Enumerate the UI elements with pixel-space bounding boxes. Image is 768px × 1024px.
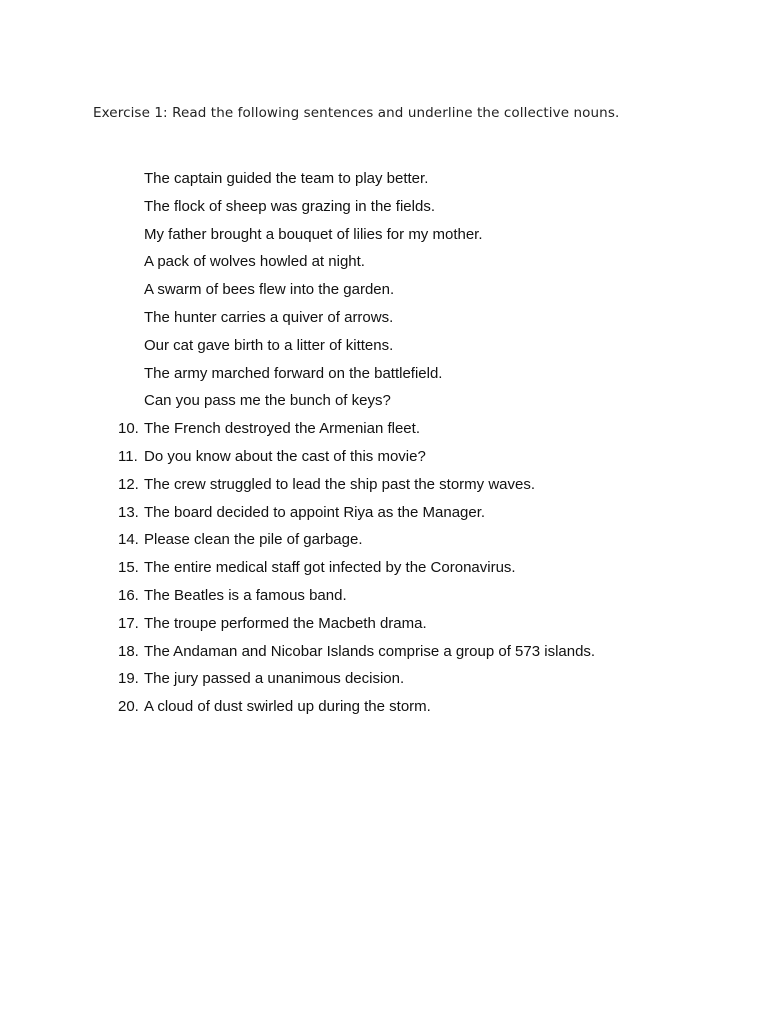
item-number: 10.: [118, 420, 139, 438]
item-text: The Beatles is a famous band.: [144, 586, 347, 604]
item-text: Can you pass me the bunch of keys?: [144, 392, 391, 410]
item-text: The flock of sheep was grazing in the fields.: [144, 197, 435, 215]
item-number: 20.: [118, 698, 139, 716]
item-number: 12.: [118, 475, 139, 493]
item-text: Our cat gave birth to a litter of kittens.: [144, 336, 394, 354]
item-text: The entire medical staff got infected by the Coronavirus.: [144, 559, 516, 577]
item-text: The troupe performed the Macbeth drama.: [144, 614, 427, 632]
item-text: A cloud of dust swirled up during the storm.: [144, 698, 431, 716]
item-number: 16.: [118, 586, 139, 604]
item-text: The jury passed a unanimous decision.: [144, 670, 405, 688]
item-number: 18.: [118, 642, 139, 660]
item-text: Please clean the pile of garbage.: [144, 531, 363, 549]
item-text: Do you know about the cast of this movie?: [144, 447, 426, 465]
item-number: 14.: [118, 531, 139, 549]
item-text: A swarm of bees flew into the garden.: [144, 281, 395, 299]
item-text: The hunter carries a quiver of arrows.: [144, 308, 394, 326]
item-text: My father brought a bouquet of lilies for my mother.: [144, 225, 483, 243]
item-text: The crew struggled to lead the ship past the stormy waves.: [144, 475, 536, 493]
item-number: 17.: [118, 614, 139, 632]
item-number: 19.: [118, 670, 139, 688]
item-text: A pack of wolves howled at night.: [144, 253, 365, 271]
item-number: 11.: [118, 447, 138, 465]
item-number: 13.: [118, 503, 139, 521]
item-text: The French destroyed the Armenian fleet.: [144, 420, 420, 438]
item-text: The captain guided the team to play better.: [144, 170, 429, 187]
item-text: The Andaman and Nicobar Islands comprise a group of 573 islands.: [144, 642, 596, 660]
exercise-heading: Exercise 1: Read the following sentences and underline the collective nouns.: [93, 105, 620, 121]
item-text: The board decided to appoint Riya as the Manager.: [144, 503, 486, 521]
item-text: The army marched forward on the battlefield.: [144, 364, 443, 382]
item-number: 15.: [118, 559, 139, 577]
